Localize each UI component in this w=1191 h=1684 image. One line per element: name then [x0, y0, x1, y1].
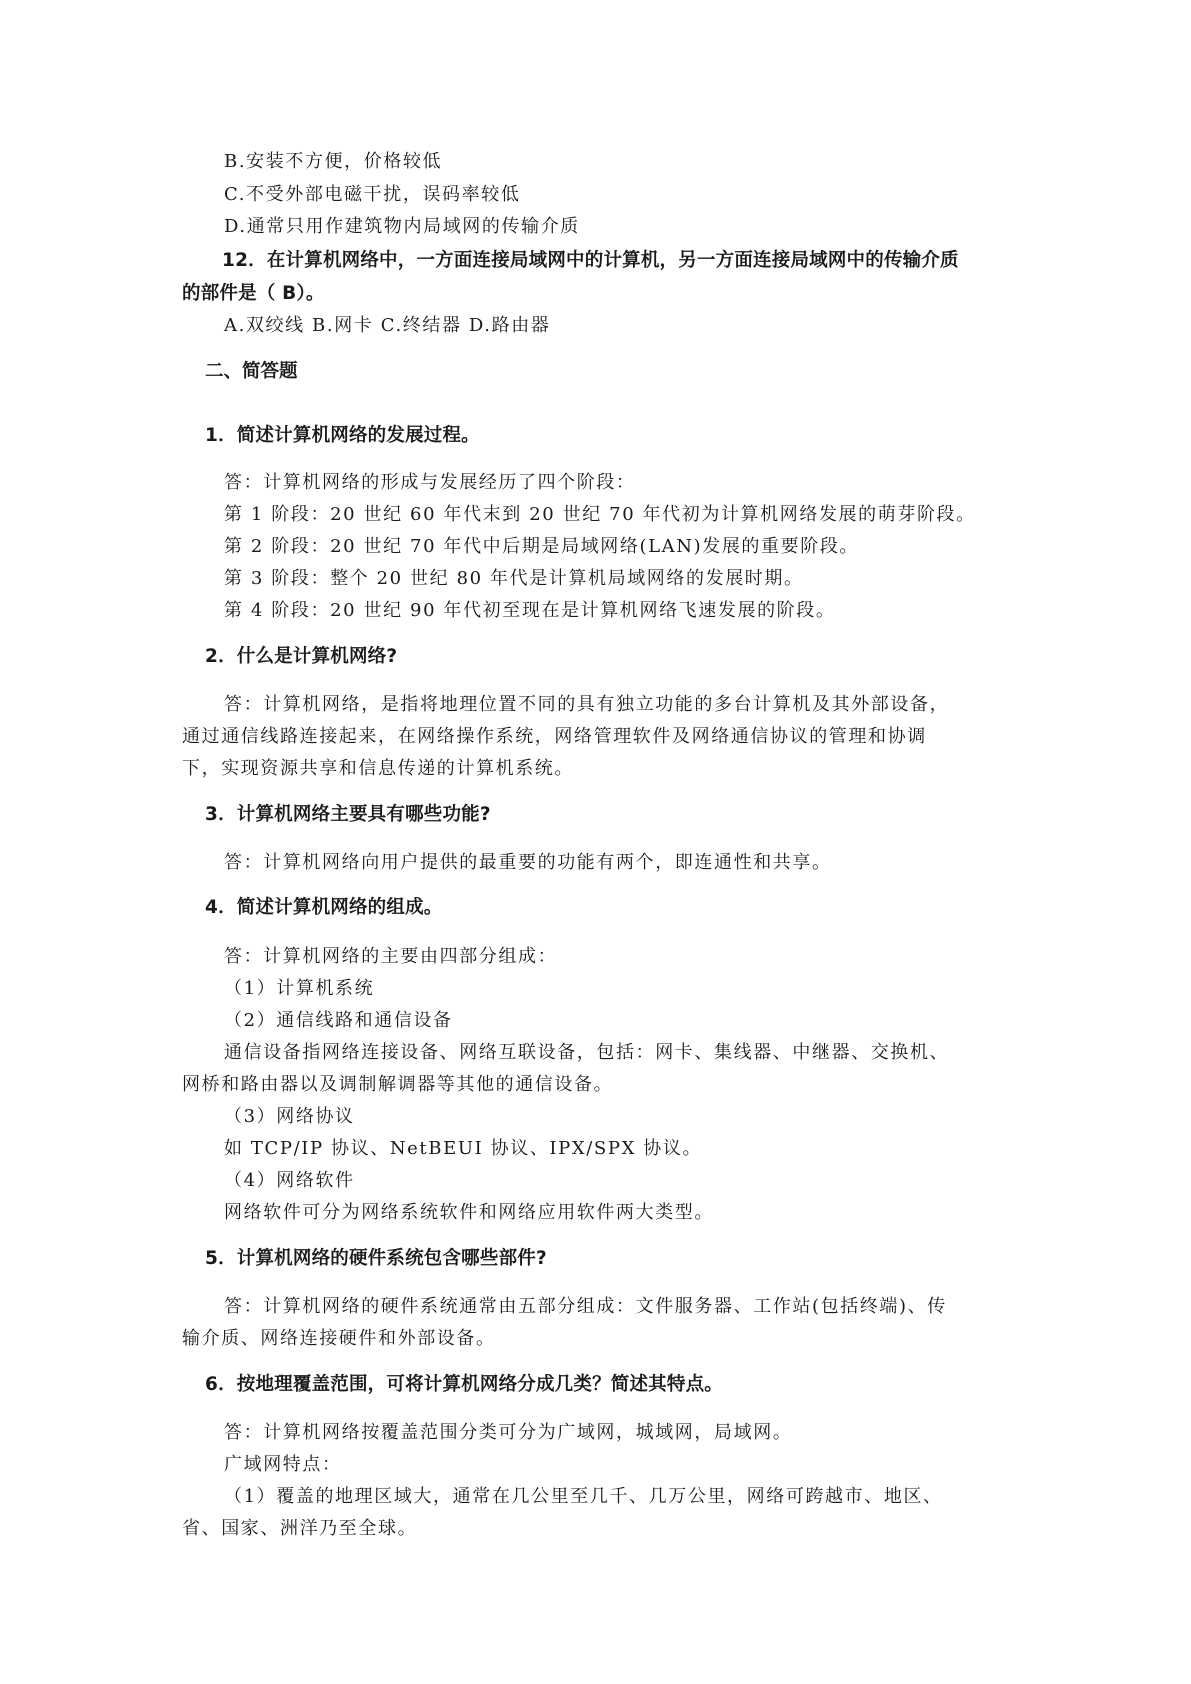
question-1-answer-line: 第 4 阶段：20 世纪 90 年代初至现在是计算机网络飞速发展的阶段。	[224, 600, 836, 621]
question-6-answer-line: 省、国家、洲洋乃至全球。	[182, 1518, 418, 1539]
question-4-answer-line: 网络软件可分为网络系统软件和网络应用软件两大类型。	[224, 1202, 714, 1223]
question-1-answer-line: 答：计算机网络的形成与发展经历了四个阶段：	[224, 472, 636, 493]
question-2-answer-line: 下，实现资源共享和信息传递的计算机系统。	[182, 758, 574, 779]
question-2-title: 2．什么是计算机网络?	[205, 646, 398, 667]
question-12-line-1: 12．在计算机网络中，一方面连接局域网中的计算机，另一方面连接局域网中的传输介质	[222, 250, 959, 271]
question-4-answer-line: （2）通信线路和通信设备	[224, 1010, 453, 1031]
question-4-answer-line: 通信设备指网络连接设备、网络互联设备，包括：网卡、集线器、中继器、交换机、	[224, 1042, 950, 1063]
question-1-title: 1．简述计算机网络的发展过程。	[205, 425, 480, 446]
option-b: B.安装不方便，价格较低	[224, 151, 443, 172]
question-3-answer-line: 答：计算机网络向用户提供的最重要的功能有两个，即连通性和共享。	[224, 852, 832, 873]
question-4-answer-line: 如 TCP/IP 协议、NetBEUI 协议、IPX/SPX 协议。	[224, 1138, 703, 1159]
question-4-answer-line: 答：计算机网络的主要由四部分组成：	[224, 946, 558, 967]
question-5-answer-line: 答：计算机网络的硬件系统通常由五部分组成：文件服务器、工作站(包括终端)、传	[224, 1296, 947, 1317]
question-4-answer-line: （4）网络软件	[224, 1170, 355, 1191]
question-5-answer-line: 输介质、网络连接硬件和外部设备。	[182, 1328, 496, 1349]
question-1-answer-line: 第 3 阶段：整个 20 世纪 80 年代是计算机局域网络的发展时期。	[224, 568, 804, 589]
question-5-title: 5．计算机网络的硬件系统包含哪些部件?	[205, 1248, 547, 1269]
question-4-title: 4．简述计算机网络的组成。	[205, 897, 443, 918]
question-6-answer-line: 答：计算机网络按覆盖范围分类可分为广域网，城域网，局域网。	[224, 1422, 793, 1443]
question-6-answer-line: （1）覆盖的地理区域大，通常在几公里至几千、几万公里，网络可跨越市、地区、	[224, 1486, 943, 1507]
option-d: D.通常只用作建筑物内局域网的传输介质	[224, 216, 580, 237]
question-6-title: 6．按地理覆盖范围，可将计算机网络分成几类？简述其特点。	[205, 1374, 723, 1395]
question-2-answer-line: 答：计算机网络，是指将地理位置不同的具有独立功能的多台计算机及其外部设备，	[224, 694, 950, 715]
question-1-answer-line: 第 2 阶段：20 世纪 70 年代中后期是局域网络(LAN)发展的重要阶段。	[224, 536, 860, 557]
question-2-answer-line: 通过通信线路连接起来，在网络操作系统，网络管理软件及网络通信协议的管理和协调	[182, 726, 927, 747]
question-1-answer-line: 第 1 阶段：20 世纪 60 年代末到 20 世纪 70 年代初为计算机网络发展的萌芽阶段。	[224, 504, 976, 525]
question-4-answer-line: （3）网络协议	[224, 1106, 355, 1127]
section-title: 二、简答题	[205, 361, 298, 382]
question-12-line-2: 的部件是（ B）。	[182, 283, 325, 304]
question-12-options: A.双绞线 B.网卡 C.终结器 D.路由器	[224, 315, 551, 336]
question-4-answer-line: 网桥和路由器以及调制解调器等其他的通信设备。	[182, 1074, 614, 1095]
question-4-answer-line: （1）计算机系统	[224, 978, 375, 999]
question-3-title: 3．计算机网络主要具有哪些功能?	[205, 804, 491, 825]
question-6-answer-line: 广域网特点：	[224, 1454, 342, 1475]
option-c: C.不受外部电磁干扰，误码率较低	[224, 184, 521, 205]
